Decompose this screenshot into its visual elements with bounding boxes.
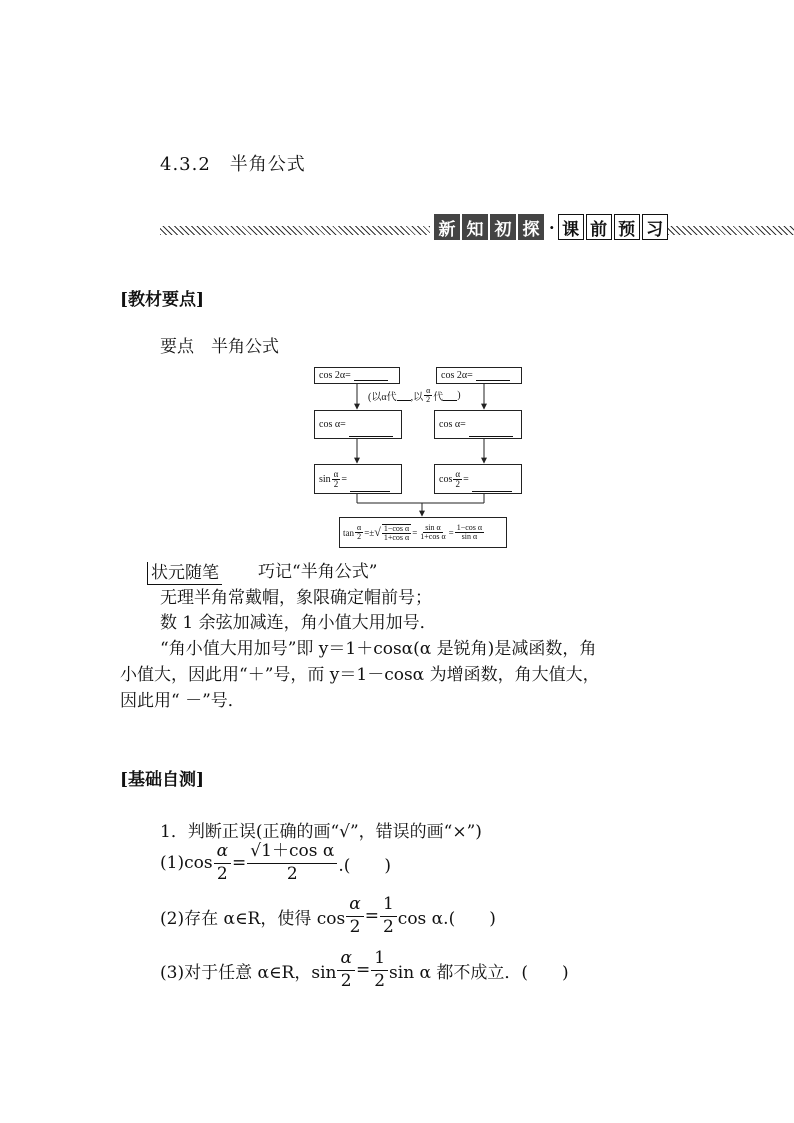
blank (354, 370, 388, 381)
fraction-numerator: 1 (371, 950, 388, 971)
question-item (160, 896, 496, 937)
note-paragraph-line: “角小值大用加号”即 y＝1＋cosα(α 是锐角)是减函数，角 (160, 639, 597, 659)
tan-last-fraction (455, 524, 484, 541)
box-sin-half (314, 464, 402, 494)
banner-char: 初 (490, 214, 516, 240)
sqrt-fraction (247, 843, 337, 884)
note-label: 状元随笔 (147, 562, 222, 585)
fraction-numerator: 1 (380, 896, 397, 917)
item-text: (1)cos (160, 853, 213, 874)
fraction-denominator: 2 (382, 916, 394, 937)
box-cos2a-left (314, 367, 400, 384)
box-text: cos 2α= (319, 370, 351, 381)
box-tan-half (339, 517, 507, 548)
fraction-numerator: α (455, 468, 461, 479)
item-text: sin α 都不成立．( ) (389, 962, 569, 983)
fraction-numerator: α (333, 468, 339, 479)
sqrt-symbol: √ (374, 525, 381, 539)
box-text: tan (343, 527, 354, 538)
blank (469, 426, 513, 437)
banner-char: 知 (462, 214, 488, 240)
note-text: ) (457, 390, 461, 401)
fraction-numerator: α (337, 950, 354, 971)
fraction-denominator: 2 (357, 532, 362, 541)
blank (472, 481, 512, 492)
box-cosa-right (434, 410, 522, 439)
fraction-denominator: 2 (426, 395, 431, 404)
blank (397, 391, 411, 401)
note-line: 数 1 余弦加减连，角小值大用加号． (160, 613, 437, 633)
box-text: = (463, 473, 469, 485)
alpha-half-fraction (355, 524, 363, 541)
box-text: =± (364, 527, 375, 538)
note-line: 无理半角常戴帽，象限确定帽前号； (160, 588, 432, 608)
item-text: cos α.( ) (397, 908, 496, 929)
question-intro: 1．判断正误(正确的画“√”，错误的画“×”) (160, 822, 482, 842)
question-item (160, 950, 569, 991)
heading-materials: [教材要点] (120, 290, 205, 310)
banner-char: 预 (614, 214, 640, 240)
box-text: = (341, 473, 348, 485)
tan-root-fraction (382, 524, 411, 542)
banner-dot: · (549, 217, 555, 237)
half-fraction (380, 896, 397, 937)
alpha-half-fraction (453, 470, 462, 489)
box-text: = (448, 527, 454, 538)
box-cos2a-right (436, 367, 522, 384)
item-text: (2)存在 α∈R，使得 cos (160, 908, 346, 929)
fraction-denominator: 2 (374, 970, 386, 991)
alpha-half-fraction (337, 950, 354, 991)
blank (349, 426, 393, 437)
item-text: (3)对于任意 α∈R，sin (160, 962, 337, 983)
item-text: .( ) (338, 855, 391, 876)
fraction-denominator: 2 (455, 478, 460, 489)
fraction-denominator: 1+cos α (383, 532, 410, 542)
heading-selftest: [基础自测] (120, 770, 205, 790)
fraction-numerator: α (357, 523, 362, 532)
note-text: 代 (433, 392, 444, 403)
fraction-denominator: 2 (349, 916, 361, 937)
banner-char: 前 (586, 214, 612, 240)
banner-char: 探 (518, 214, 544, 240)
question-item (160, 843, 391, 884)
fraction-numerator: 1−cos α (456, 523, 483, 532)
note-paragraph-line: 小值大，因此用“＋”号，而 y＝1－cosα 为增函数，角大值大， (120, 665, 600, 685)
fraction-denominator: 2 (333, 478, 339, 489)
alpha-half-fraction (424, 387, 432, 404)
half-fraction (371, 950, 388, 991)
fraction-denominator: 1+cos α (420, 532, 446, 541)
note-paragraph-line: 因此用“ －”号． (120, 691, 245, 711)
box-text: cos α= (319, 419, 346, 430)
alpha-half-fraction (332, 470, 341, 489)
section-title: 4.3.2 半角公式 (160, 154, 306, 175)
blank (476, 370, 510, 381)
alpha-half-fraction (346, 896, 363, 937)
box-cos-half (434, 464, 522, 494)
fraction-numerator: sin α (425, 523, 441, 532)
box-text: sin (319, 473, 331, 485)
banner-char: 新 (434, 214, 460, 240)
note-title: 巧记“半角公式” (258, 562, 378, 582)
key-point-title: 要点 半角公式 (160, 337, 279, 357)
tan-mid-fraction (418, 524, 447, 541)
banner-char: 课 (558, 214, 584, 240)
fraction-numerator: √1＋cos α (247, 843, 337, 864)
fraction-numerator: α (346, 896, 363, 917)
fraction-numerator: 1−cos α (383, 523, 410, 533)
blank (350, 481, 390, 492)
fraction-denominator: 2 (286, 863, 298, 884)
box-text: cos (439, 473, 453, 485)
fraction-denominator: 2 (216, 863, 228, 884)
box-text: = (412, 527, 418, 538)
fraction-numerator: α (426, 386, 431, 395)
alpha-half-fraction (214, 843, 231, 884)
banner-char: 习 (642, 214, 668, 240)
box-cosa-left (314, 410, 402, 439)
fraction-denominator: 2 (340, 970, 352, 991)
box-text: cos 2α= (441, 370, 473, 381)
note-text: ,以 (410, 392, 424, 403)
fraction-denominator: sin α (461, 532, 478, 541)
fraction-numerator: α (214, 843, 231, 864)
item-text: = (355, 960, 371, 981)
note-text: (以α代 (368, 392, 397, 403)
item-text: = (232, 853, 247, 874)
blank (443, 391, 457, 401)
substitution-note (368, 387, 461, 404)
item-text: = (364, 906, 379, 927)
box-text: cos α= (439, 419, 466, 430)
